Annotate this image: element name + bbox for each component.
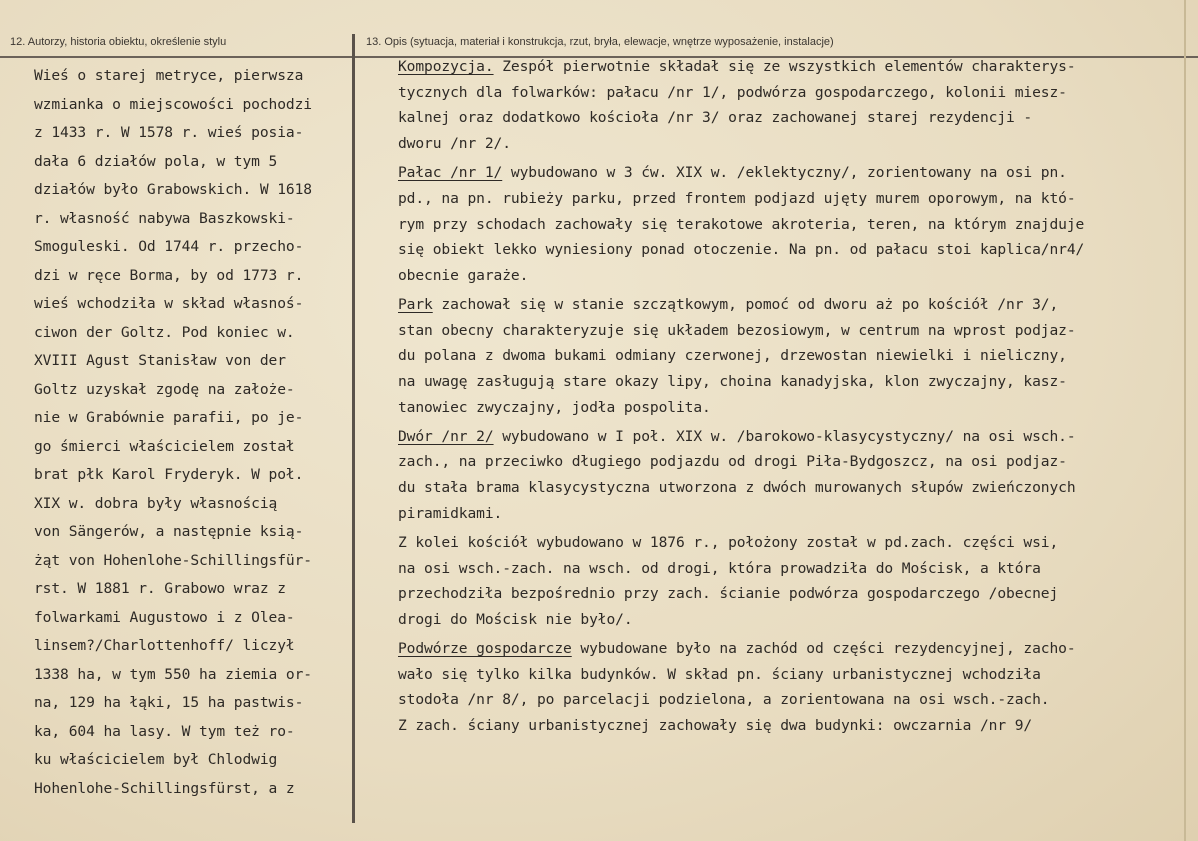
history-text-line: Goltz uzyskał zgodę na założe- <box>34 380 295 398</box>
description-text-line <box>398 80 1190 106</box>
history-text-line: z 1433 r. W 1578 r. wieś posia- <box>34 124 304 141</box>
history-text-line: żąt von Hohenlohe-Schillingsfür- <box>34 551 312 569</box>
description-text: Z zach. ściany urbanistycznej zachowały się dwa budynki: owczarnia /nr 9/ <box>398 717 1033 735</box>
history-text-line: wzmianka o miejscowości pochodzi <box>34 95 312 113</box>
history-text-line: dała 6 działów pola, w tym 5 <box>34 152 278 170</box>
description-text: wybudowano w I poł. XIX w. /barokowo-klasycystyczny/ na osi wsch.- <box>493 427 1076 445</box>
history-column <box>34 62 354 803</box>
history-text-line: rst. W 1881 r. Grabowo wraz z <box>34 580 286 597</box>
description-text: drogi do Mościsk nie było/. <box>398 610 633 628</box>
history-text-line: ka, 604 ha lasy. W tym też ro- <box>34 722 295 740</box>
description-text-line <box>398 687 1190 713</box>
history-text-line: 1338 ha, w tym 550 ha ziemia or- <box>34 665 312 683</box>
history-text-line: linsem?/Charlottenhoff/ liczył <box>34 637 295 654</box>
description-column <box>398 54 1190 739</box>
description-text-line <box>398 636 1190 662</box>
description-text-line <box>398 424 1190 450</box>
section-lead-heading: Park <box>398 295 433 313</box>
description-text-line <box>398 105 1190 131</box>
description-text-line <box>398 395 1190 421</box>
description-text-line <box>398 131 1190 157</box>
history-text-line: ciwon der Goltz. Pod koniec w. <box>34 323 295 341</box>
description-text-line <box>398 160 1190 186</box>
description-text: tanowiec zwyczajny, jodła pospolita. <box>398 398 711 416</box>
description-text-line <box>398 212 1190 238</box>
description-text-line <box>398 369 1190 395</box>
history-text-line: XIX w. dobra były własnością <box>34 494 278 512</box>
description-text: na osi wsch.-zach. na wsch. od drogi, która prowadziła do Mościsk, a która <box>398 559 1041 577</box>
description-text-line <box>398 475 1190 501</box>
description-text: wybudowano w 3 ćw. XIX w. /eklektyczny/, zorientowany na osi pn. <box>502 164 1067 182</box>
section-lead-heading: Dwór /nr 2/ <box>398 427 494 445</box>
description-text-line <box>398 501 1190 527</box>
description-text-line <box>398 292 1190 318</box>
description-text-line <box>398 318 1190 344</box>
description-text-line <box>398 530 1190 556</box>
description-text-line <box>398 54 1190 80</box>
history-text-line: Wieś o starej metryce, pierwsza <box>34 67 304 84</box>
description-text: tycznych dla folwarków: pałacu /nr 1/, podwórza gospodarczego, kolonii miesz- <box>398 83 1067 101</box>
description-text: stodoła /nr 8/, po parcelacji podzielona, a zorientowana na osi wsch.-zach. <box>398 691 1050 709</box>
history-text-line: brat płk Karol Fryderyk. W poł. <box>34 466 304 483</box>
description-text: zachował się w stanie szczątkowym, pomoć od dworu aż po kościół /nr 3/, <box>432 295 1059 313</box>
description-text: wybudowane było na zachód od części rezydencyjnej, zacho- <box>571 639 1076 657</box>
description-text: na uwagę zasługują stare okazy lipy, choina kanadyjska, klon zwyczajny, kasz- <box>398 373 1067 391</box>
description-text: du polana z dwoma bukami odmiany czerwonej, drzewostan niewielki i nieliczny, <box>398 347 1067 365</box>
description-text-line <box>398 343 1190 369</box>
description-text: piramidkami. <box>398 504 503 522</box>
section-13-heading: 13. Opis (sytuacja, materiał i konstrukcja, rzut, bryła, elewacje, wnętrze wyposażenie, instalacje) <box>366 36 834 48</box>
description-text: Zespół pierwotnie składał się ze wszystkich elementów charakterys- <box>493 58 1076 75</box>
description-text-line <box>398 449 1190 475</box>
history-text-line: dzi w ręce Borma, by od 1773 r. <box>34 266 304 284</box>
history-text-line: wieś wchodziła w skład własnoś- <box>34 295 304 312</box>
description-text: Z kolei kościół wybudowano w 1876 r., położony został w pd.zach. części wsi, <box>398 533 1059 551</box>
description-text: dworu /nr 2/. <box>398 135 511 153</box>
history-text-line: folwarkami Augustowo i z Olea- <box>34 608 295 626</box>
description-text-line <box>398 186 1190 212</box>
description-text: pd., na pn. rubieży parku, przed frontem podjazd ujęty murem oporowym, na któ- <box>398 189 1076 207</box>
description-text: się obiekt lekko wyniesiony ponad otoczenie. Na pn. od pałacu stoi kaplica/nr4/ <box>398 241 1085 259</box>
description-text: zach., na przeciwko długiego podjazdu od drogi Piła-Bydgoszcz, na osi podjaz- <box>398 453 1067 471</box>
description-text: stan obecny charakteryzuje się układem bezosiowym, w centrum na wprost podjaz- <box>398 321 1076 339</box>
history-text-line: XVIII Agust Stanisław von der <box>34 352 286 369</box>
description-text-line <box>398 263 1190 289</box>
description-text: kalnej oraz dodatkowo kościoła /nr 3/ oraz zachowanej starej rezydencji - <box>398 109 1033 127</box>
history-text-line: Smoguleski. Od 1744 r. przecho- <box>34 238 304 255</box>
description-text-line <box>398 556 1190 582</box>
section-lead-heading: Podwórze gospodarcze <box>398 639 572 657</box>
description-text-line <box>398 581 1190 607</box>
description-text-line <box>398 713 1190 739</box>
description-text: przechodziła bezpośrednio przy zach. ścianie podwórza gospodarczego /obecnej <box>398 585 1059 603</box>
history-text-line: ku właścicielem był Chlodwig <box>34 751 278 768</box>
description-text: obecnie garaże. <box>398 266 529 284</box>
history-text-line: r. własność nabywa Baszkowski- <box>34 209 295 227</box>
history-text-line: go śmierci właścicielem został <box>34 437 295 455</box>
description-text-line <box>398 662 1190 688</box>
description-text: wało się tylko kilka budynków. W skład pn. ściany urbanistycznej wchodziła <box>398 665 1041 683</box>
section-lead-heading: Pałac /nr 1/ <box>398 164 503 182</box>
description-text: du stała brama klasycystyczna utworzona z dwóch murowanych słupów zwieńczonych <box>398 479 1076 497</box>
history-text-line: von Sängerów, a następnie ksią- <box>34 523 304 540</box>
section-12-heading: 12. Autorzy, historia obiektu, określenie stylu <box>10 36 227 48</box>
history-text-line: nie w Grabównie parafii, po je- <box>34 409 304 426</box>
description-text: rym przy schodach zachowały się terakotowe akroteria, teren, na którym znajduje <box>398 215 1085 233</box>
history-text-line: Hohenlohe-Schillingsfürst, a z <box>34 779 295 797</box>
history-text-line: na, 129 ha łąki, 15 ha pastwis- <box>34 694 304 711</box>
history-text-line: działów było Grabowskich. W 1618 <box>34 181 312 198</box>
description-text-line <box>398 237 1190 263</box>
description-text-line <box>398 607 1190 633</box>
section-lead-heading: Kompozycja. <box>398 58 494 75</box>
